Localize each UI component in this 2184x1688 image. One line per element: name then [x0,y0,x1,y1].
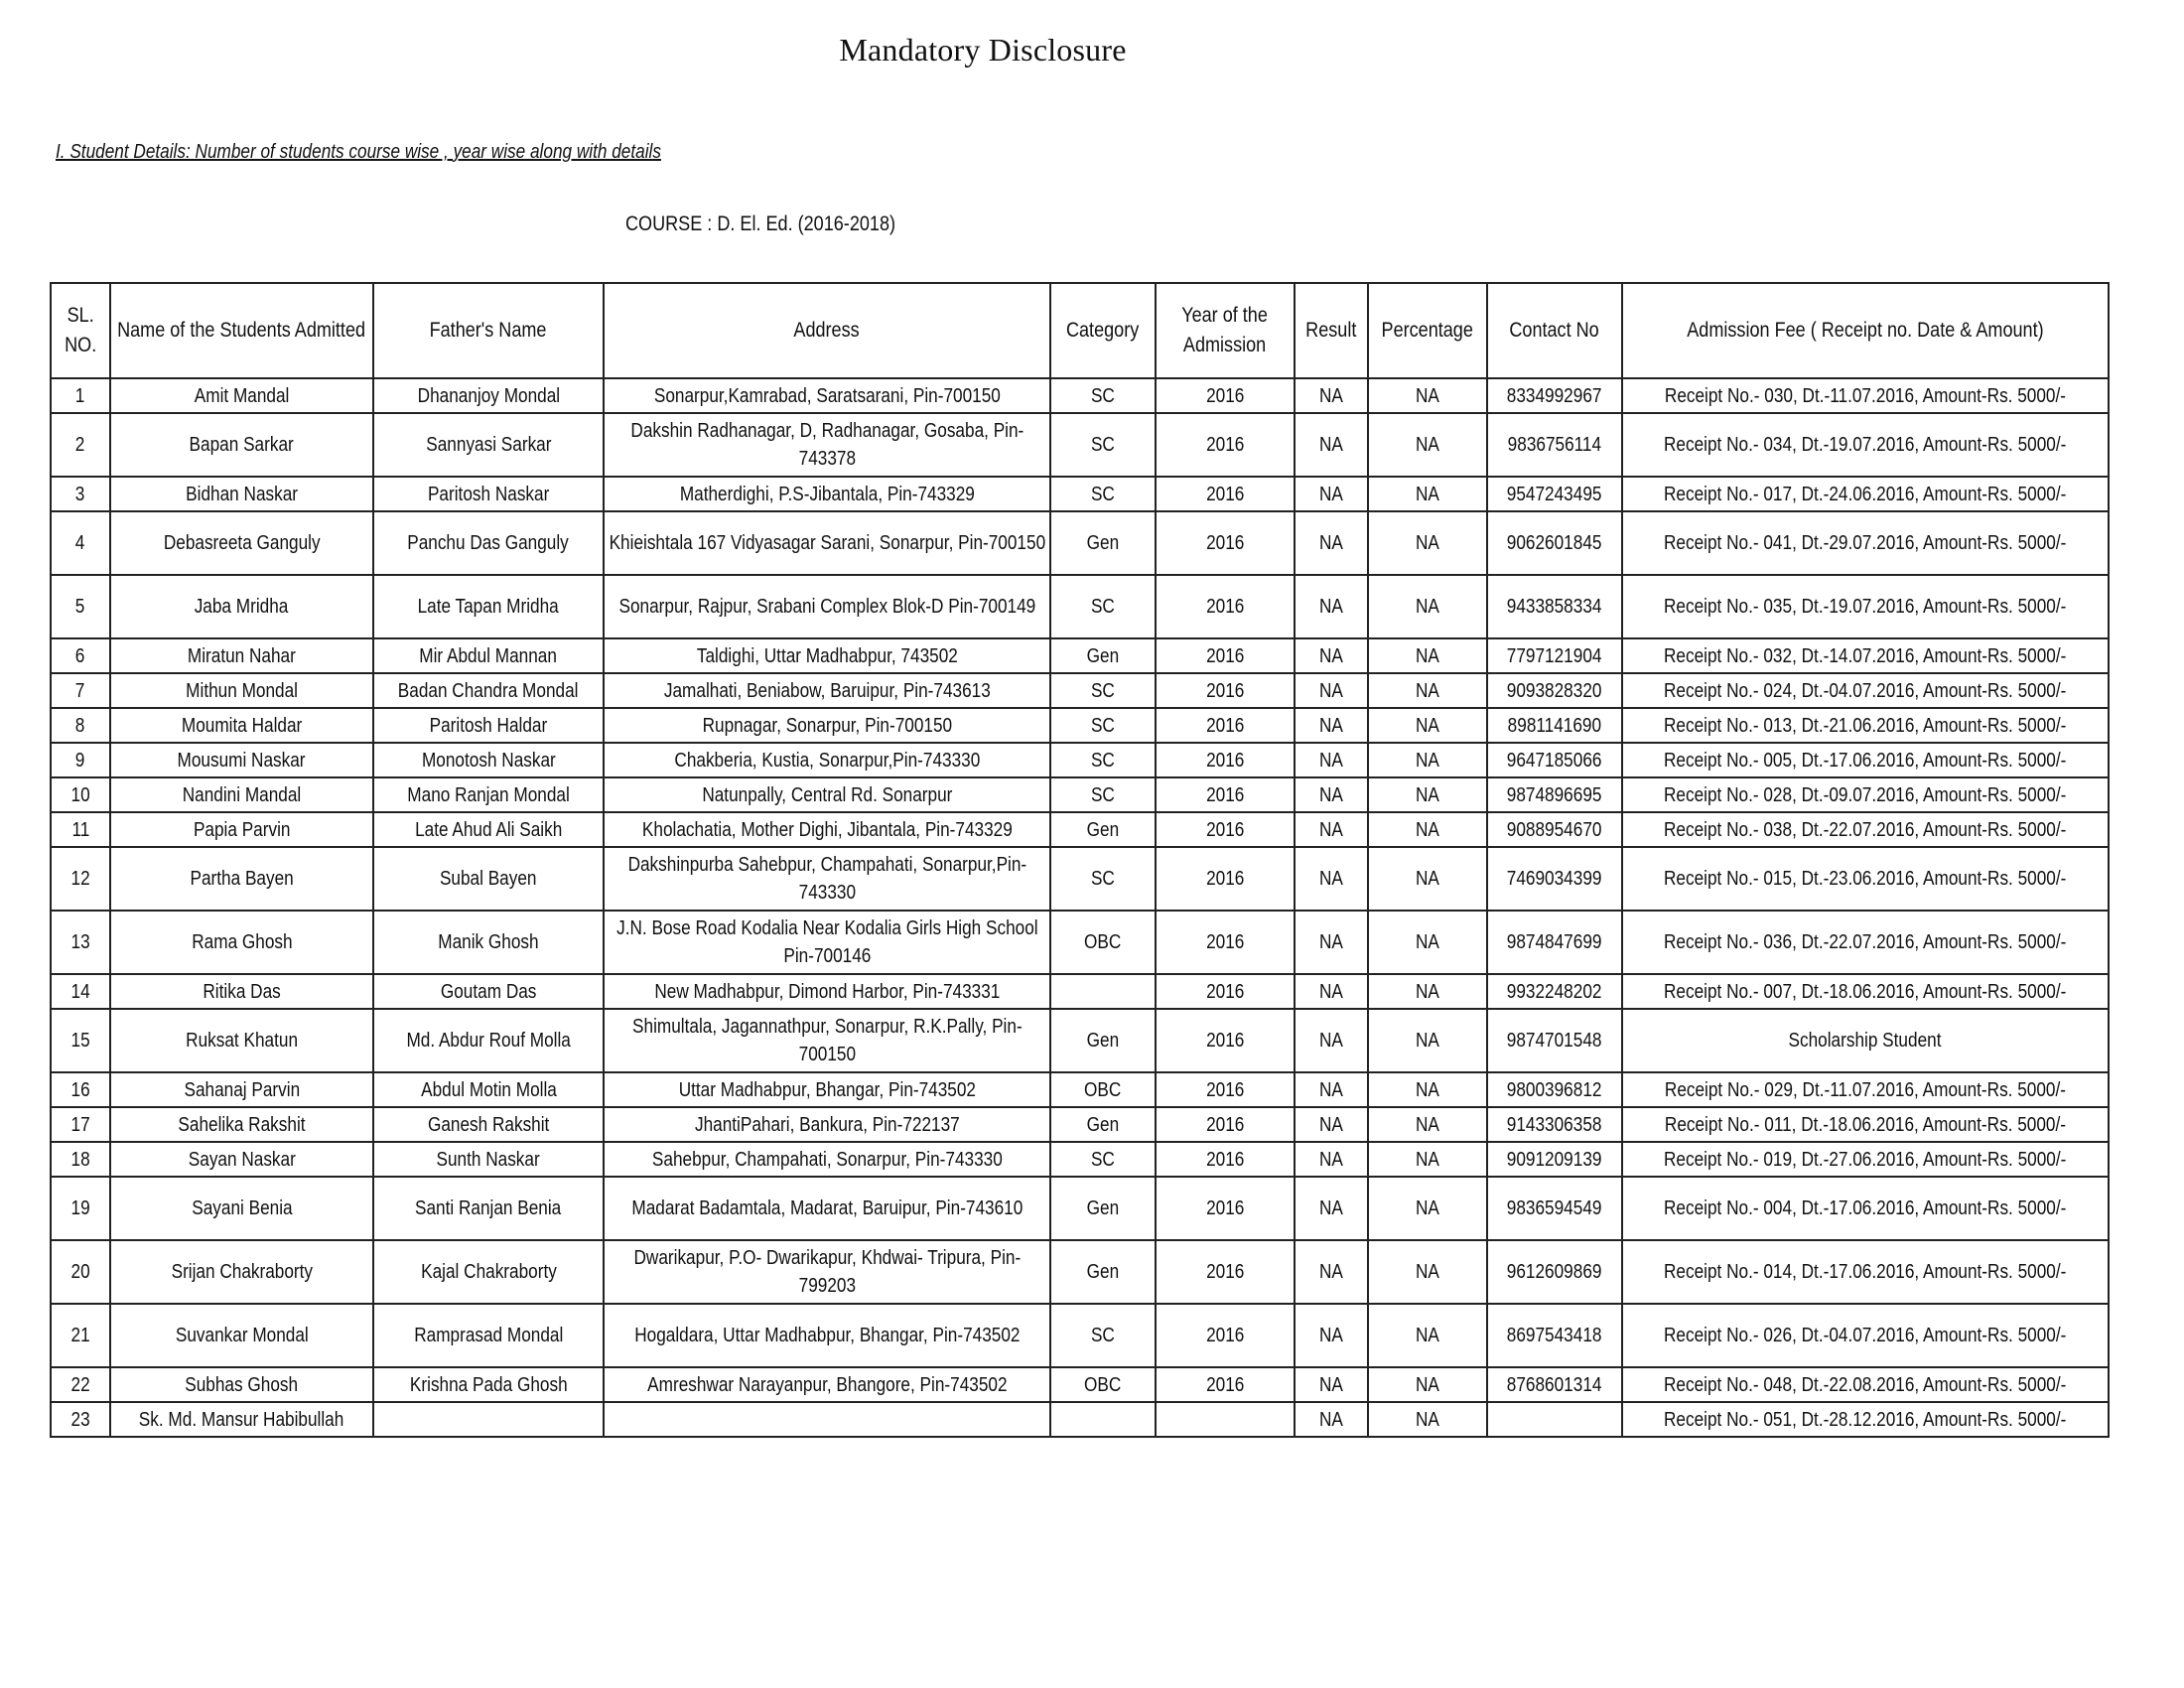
cell-admission-fee: Receipt No.- 004, Dt.-17.06.2016, Amount-Rs. 5000/- [1622,1177,2109,1240]
cell-student-name: Sayani Benia [110,1177,373,1240]
cell-year: 2016 [1156,1142,1295,1177]
cell-year [1156,1402,1295,1437]
table-row [51,1072,2109,1107]
cell-percentage: NA [1368,777,1487,812]
cell-result: NA [1295,1107,1368,1142]
cell-contact: 9800396812 [1487,1072,1622,1107]
cell-percentage: NA [1368,413,1487,477]
cell-year: 2016 [1156,1304,1295,1367]
cell-year: 2016 [1156,812,1295,847]
cell-admission-fee: Receipt No.- 035, Dt.-19.07.2016, Amount-Rs. 5000/- [1622,575,2109,638]
cell-father-name: Ramprasad Mondal [373,1304,604,1367]
cell-percentage: NA [1368,575,1487,638]
cell-contact: 9932248202 [1487,974,1622,1009]
cell-father-name: Late Ahud Ali Saikh [373,812,604,847]
cell-result: NA [1295,477,1368,511]
cell-contact: 9547243495 [1487,477,1622,511]
cell-sl-no: 10 [51,777,110,812]
header-address: Address [604,283,1050,378]
cell-contact: 9874847699 [1487,911,1622,974]
cell-sl-no: 13 [51,911,110,974]
cell-address: Hogaldara, Uttar Madhabpur, Bhangar, Pin-743502 [604,1304,1050,1367]
cell-admission-fee: Receipt No.- 026, Dt.-04.07.2016, Amount-Rs. 5000/- [1622,1304,2109,1367]
cell-contact: 9836594549 [1487,1177,1622,1240]
cell-admission-fee: Receipt No.- 014, Dt.-17.06.2016, Amount-Rs. 5000/- [1622,1240,2109,1304]
table-row [51,743,2109,777]
cell-result: NA [1295,1240,1368,1304]
cell-sl-no: 4 [51,511,110,575]
table-row [51,1009,2109,1072]
table-row [51,974,2109,1009]
cell-contact: 7469034399 [1487,847,1622,911]
cell-father-name: Monotosh Naskar [373,743,604,777]
cell-result: NA [1295,1304,1368,1367]
cell-father-name: Late Tapan Mridha [373,575,604,638]
section-heading: I. Student Details: Number of students course wise , year wise along with details [56,141,661,163]
cell-category: Gen [1050,1240,1156,1304]
cell-category: Gen [1050,812,1156,847]
cell-sl-no: 21 [51,1304,110,1367]
cell-category [1050,974,1156,1009]
cell-sl-no: 5 [51,575,110,638]
cell-father-name: Santi Ranjan Benia [373,1177,604,1240]
cell-admission-fee: Receipt No.- 041, Dt.-29.07.2016, Amount-Rs. 5000/- [1622,511,2109,575]
cell-percentage: NA [1368,1142,1487,1177]
cell-sl-no: 23 [51,1402,110,1437]
cell-admission-fee: Receipt No.- 017, Dt.-24.06.2016, Amount-Rs. 5000/- [1622,477,2109,511]
cell-result: NA [1295,1009,1368,1072]
table-row [51,1142,2109,1177]
cell-address: Dwarikapur, P.O- Dwarikapur, Khdwai- Tripura, Pin-799203 [604,1240,1050,1304]
cell-father-name: Paritosh Naskar [373,477,604,511]
header-father: Father's Name [373,283,604,378]
cell-category: SC [1050,777,1156,812]
cell-address: Rupnagar, Sonarpur, Pin-700150 [604,708,1050,743]
cell-category [1050,1402,1156,1437]
table-row [51,638,2109,673]
table-row [51,1177,2109,1240]
cell-address: JhantiPahari, Bankura, Pin-722137 [604,1107,1050,1142]
header-result: Result [1295,283,1368,378]
cell-address: Sonarpur, Rajpur, Srabani Complex Blok-D Pin-700149 [604,575,1050,638]
cell-percentage: NA [1368,378,1487,413]
cell-result: NA [1295,1142,1368,1177]
cell-year: 2016 [1156,974,1295,1009]
cell-category: OBC [1050,911,1156,974]
cell-year: 2016 [1156,477,1295,511]
cell-result: NA [1295,743,1368,777]
table-row [51,1367,2109,1402]
cell-address: Matherdighi, P.S-Jibantala, Pin-743329 [604,477,1050,511]
cell-address: Kholachatia, Mother Dighi, Jibantala, Pin-743329 [604,812,1050,847]
cell-sl-no: 19 [51,1177,110,1240]
cell-result: NA [1295,413,1368,477]
cell-address: J.N. Bose Road Kodalia Near Kodalia Girls High School Pin-700146 [604,911,1050,974]
cell-contact: 9143306358 [1487,1107,1622,1142]
cell-year: 2016 [1156,777,1295,812]
page-title: Mandatory Disclosure [839,32,1127,68]
cell-admission-fee: Receipt No.- 028, Dt.-09.07.2016, Amount-Rs. 5000/- [1622,777,2109,812]
cell-percentage: NA [1368,1107,1487,1142]
cell-student-name: Subhas Ghosh [110,1367,373,1402]
cell-student-name: Moumita Haldar [110,708,373,743]
cell-category: SC [1050,673,1156,708]
cell-sl-no: 1 [51,378,110,413]
cell-admission-fee: Receipt No.- 051, Dt.-28.12.2016, Amount-Rs. 5000/- [1622,1402,2109,1437]
cell-contact: 9062601845 [1487,511,1622,575]
cell-result: NA [1295,777,1368,812]
cell-category: SC [1050,847,1156,911]
cell-year: 2016 [1156,1240,1295,1304]
cell-student-name: Ritika Das [110,974,373,1009]
cell-contact: 9433858334 [1487,575,1622,638]
cell-student-name: Mousumi Naskar [110,743,373,777]
cell-category: Gen [1050,638,1156,673]
cell-admission-fee: Receipt No.- 034, Dt.-19.07.2016, Amount-Rs. 5000/- [1622,413,2109,477]
cell-address [604,1402,1050,1437]
cell-student-name: Sahelika Rakshit [110,1107,373,1142]
cell-year: 2016 [1156,575,1295,638]
cell-year: 2016 [1156,1107,1295,1142]
cell-year: 2016 [1156,847,1295,911]
cell-address: New Madhabpur, Dimond Harbor, Pin-743331 [604,974,1050,1009]
cell-percentage: NA [1368,1177,1487,1240]
cell-sl-no: 3 [51,477,110,511]
cell-percentage: NA [1368,511,1487,575]
cell-sl-no: 15 [51,1009,110,1072]
cell-student-name: Jaba Mridha [110,575,373,638]
cell-category: OBC [1050,1072,1156,1107]
cell-father-name: Paritosh Haldar [373,708,604,743]
cell-address: Uttar Madhabpur, Bhangar, Pin-743502 [604,1072,1050,1107]
cell-father-name: Sunth Naskar [373,1142,604,1177]
cell-category: SC [1050,575,1156,638]
cell-year: 2016 [1156,1072,1295,1107]
cell-address: Sonarpur,Kamrabad, Saratsarani, Pin-700150 [604,378,1050,413]
cell-sl-no: 12 [51,847,110,911]
cell-result: NA [1295,378,1368,413]
cell-student-name: Partha Bayen [110,847,373,911]
cell-result: NA [1295,911,1368,974]
cell-result: NA [1295,673,1368,708]
header-fee: Admission Fee ( Receipt no. Date & Amount) [1622,283,2109,378]
cell-percentage: NA [1368,638,1487,673]
cell-student-name: Bidhan Naskar [110,477,373,511]
cell-sl-no: 20 [51,1240,110,1304]
cell-result: NA [1295,847,1368,911]
cell-year: 2016 [1156,511,1295,575]
table-header-row [51,283,2109,378]
cell-father-name: Mir Abdul Mannan [373,638,604,673]
cell-percentage: NA [1368,847,1487,911]
cell-sl-no: 18 [51,1142,110,1177]
header-sl-no: SL. NO. [51,283,110,378]
cell-admission-fee: Receipt No.- 024, Dt.-04.07.2016, Amount-Rs. 5000/- [1622,673,2109,708]
cell-contact: 9612609869 [1487,1240,1622,1304]
cell-sl-no: 22 [51,1367,110,1402]
cell-contact: 9836756114 [1487,413,1622,477]
cell-result: NA [1295,812,1368,847]
header-year: Year of the Admission [1156,283,1295,378]
cell-category: OBC [1050,1367,1156,1402]
cell-father-name: Ganesh Rakshit [373,1107,604,1142]
cell-contact: 9647185066 [1487,743,1622,777]
cell-percentage: NA [1368,1304,1487,1367]
table-row [51,812,2109,847]
cell-result: NA [1295,1072,1368,1107]
cell-father-name: Dhananjoy Mondal [373,378,604,413]
cell-student-name: Sk. Md. Mansur Habibullah [110,1402,373,1437]
cell-percentage: NA [1368,1072,1487,1107]
cell-percentage: NA [1368,743,1487,777]
cell-address: Shimultala, Jagannathpur, Sonarpur, R.K.Pally, Pin-700150 [604,1009,1050,1072]
cell-father-name: Panchu Das Ganguly [373,511,604,575]
cell-address: Jamalhati, Beniabow, Baruipur, Pin-743613 [604,673,1050,708]
student-details-table [50,282,2110,1438]
table-row [51,477,2109,511]
cell-contact: 9874896695 [1487,777,1622,812]
cell-admission-fee: Receipt No.- 036, Dt.-22.07.2016, Amount-Rs. 5000/- [1622,911,2109,974]
cell-student-name: Nandini Mandal [110,777,373,812]
cell-category: Gen [1050,1107,1156,1142]
cell-sl-no: 8 [51,708,110,743]
cell-category: Gen [1050,1009,1156,1072]
cell-result: NA [1295,1367,1368,1402]
cell-admission-fee: Receipt No.- 005, Dt.-17.06.2016, Amount-Rs. 5000/- [1622,743,2109,777]
cell-contact: 8768601314 [1487,1367,1622,1402]
cell-admission-fee: Receipt No.- 030, Dt.-11.07.2016, Amount-Rs. 5000/- [1622,378,2109,413]
cell-result: NA [1295,974,1368,1009]
cell-result: NA [1295,575,1368,638]
cell-contact [1487,1402,1622,1437]
cell-contact: 8697543418 [1487,1304,1622,1367]
cell-father-name: Sannyasi Sarkar [373,413,604,477]
cell-year: 2016 [1156,1367,1295,1402]
cell-year: 2016 [1156,708,1295,743]
cell-student-name: Ruksat Khatun [110,1009,373,1072]
cell-result: NA [1295,1402,1368,1437]
table-row [51,511,2109,575]
cell-address: Dakshin Radhanagar, D, Radhanagar, Gosaba, Pin-743378 [604,413,1050,477]
table-row [51,847,2109,911]
header-name: Name of the Students Admitted [110,283,373,378]
cell-father-name: Krishna Pada Ghosh [373,1367,604,1402]
cell-sl-no: 11 [51,812,110,847]
cell-contact: 9091209139 [1487,1142,1622,1177]
cell-father-name: Mano Ranjan Mondal [373,777,604,812]
table-row [51,1240,2109,1304]
cell-student-name: Sahanaj Parvin [110,1072,373,1107]
table-row [51,708,2109,743]
cell-student-name: Mithun Mondal [110,673,373,708]
cell-father-name: Goutam Das [373,974,604,1009]
table-row [51,378,2109,413]
cell-address: Natunpally, Central Rd. Sonarpur [604,777,1050,812]
cell-result: NA [1295,708,1368,743]
cell-percentage: NA [1368,974,1487,1009]
header-contact: Contact No [1487,283,1622,378]
cell-father-name: Manik Ghosh [373,911,604,974]
cell-student-name: Miratun Nahar [110,638,373,673]
cell-year: 2016 [1156,673,1295,708]
cell-father-name: Badan Chandra Mondal [373,673,604,708]
cell-sl-no: 14 [51,974,110,1009]
cell-admission-fee: Receipt No.- 007, Dt.-18.06.2016, Amount-Rs. 5000/- [1622,974,2109,1009]
cell-category: SC [1050,477,1156,511]
cell-category: SC [1050,378,1156,413]
cell-father-name [373,1402,604,1437]
cell-student-name: Amit Mandal [110,378,373,413]
cell-sl-no: 9 [51,743,110,777]
cell-admission-fee: Receipt No.- 013, Dt.-21.06.2016, Amount-Rs. 5000/- [1622,708,2109,743]
cell-sl-no: 16 [51,1072,110,1107]
table-row [51,911,2109,974]
cell-father-name: Md. Abdur Rouf Molla [373,1009,604,1072]
cell-percentage: NA [1368,1240,1487,1304]
cell-result: NA [1295,1177,1368,1240]
cell-contact: 8334992967 [1487,378,1622,413]
cell-percentage: NA [1368,1402,1487,1437]
cell-percentage: NA [1368,812,1487,847]
cell-contact: 9088954670 [1487,812,1622,847]
cell-admission-fee: Receipt No.- 019, Dt.-27.06.2016, Amount-Rs. 5000/- [1622,1142,2109,1177]
cell-year: 2016 [1156,378,1295,413]
cell-admission-fee: Receipt No.- 032, Dt.-14.07.2016, Amount-Rs. 5000/- [1622,638,2109,673]
cell-admission-fee: Receipt No.- 038, Dt.-22.07.2016, Amount-Rs. 5000/- [1622,812,2109,847]
table-row [51,575,2109,638]
cell-percentage: NA [1368,1367,1487,1402]
cell-student-name: Debasreeta Ganguly [110,511,373,575]
header-percentage: Percentage [1368,283,1487,378]
cell-year: 2016 [1156,1009,1295,1072]
cell-category: SC [1050,1142,1156,1177]
cell-percentage: NA [1368,477,1487,511]
cell-student-name: Papia Parvin [110,812,373,847]
cell-student-name: Srijan Chakraborty [110,1240,373,1304]
cell-category: SC [1050,413,1156,477]
cell-address: Amreshwar Narayanpur, Bhangore, Pin-743502 [604,1367,1050,1402]
cell-year: 2016 [1156,413,1295,477]
course-label: COURSE : D. El. Ed. (2016-2018) [625,212,896,235]
cell-address: Taldighi, Uttar Madhabpur, 743502 [604,638,1050,673]
cell-sl-no: 7 [51,673,110,708]
cell-address: Chakberia, Kustia, Sonarpur,Pin-743330 [604,743,1050,777]
cell-sl-no: 17 [51,1107,110,1142]
cell-result: NA [1295,638,1368,673]
cell-sl-no: 6 [51,638,110,673]
cell-address: Madarat Badamtala, Madarat, Baruipur, Pin-743610 [604,1177,1050,1240]
cell-category: Gen [1050,1177,1156,1240]
cell-contact: 7797121904 [1487,638,1622,673]
cell-admission-fee: Receipt No.- 029, Dt.-11.07.2016, Amount-Rs. 5000/- [1622,1072,2109,1107]
table-row [51,673,2109,708]
cell-year: 2016 [1156,743,1295,777]
cell-category: Gen [1050,511,1156,575]
cell-student-name: Rama Ghosh [110,911,373,974]
table-row [51,1402,2109,1437]
cell-result: NA [1295,511,1368,575]
cell-contact: 8981141690 [1487,708,1622,743]
table-body [51,378,2109,1437]
cell-year: 2016 [1156,1177,1295,1240]
table-row [51,1107,2109,1142]
cell-admission-fee: Receipt No.- 011, Dt.-18.06.2016, Amount-Rs. 5000/- [1622,1107,2109,1142]
cell-father-name: Kajal Chakraborty [373,1240,604,1304]
cell-category: SC [1050,708,1156,743]
cell-admission-fee: Receipt No.- 048, Dt.-22.08.2016, Amount-Rs. 5000/- [1622,1367,2109,1402]
table-row [51,1304,2109,1367]
cell-admission-fee: Receipt No.- 015, Dt.-23.06.2016, Amount-Rs. 5000/- [1622,847,2109,911]
cell-father-name: Subal Bayen [373,847,604,911]
cell-student-name: Bapan Sarkar [110,413,373,477]
cell-contact: 9093828320 [1487,673,1622,708]
cell-category: SC [1050,1304,1156,1367]
cell-percentage: NA [1368,1009,1487,1072]
cell-admission-fee: Scholarship Student [1622,1009,2109,1072]
cell-student-name: Sayan Naskar [110,1142,373,1177]
cell-address: Sahebpur, Champahati, Sonarpur, Pin-743330 [604,1142,1050,1177]
header-category: Category [1050,283,1156,378]
cell-category: SC [1050,743,1156,777]
cell-percentage: NA [1368,708,1487,743]
cell-percentage: NA [1368,911,1487,974]
cell-student-name: Suvankar Mondal [110,1304,373,1367]
table-row [51,413,2109,477]
cell-address: Dakshinpurba Sahebpur, Champahati, Sonarpur,Pin-743330 [604,847,1050,911]
cell-year: 2016 [1156,911,1295,974]
cell-percentage: NA [1368,673,1487,708]
table-row [51,777,2109,812]
cell-father-name: Abdul Motin Molla [373,1072,604,1107]
cell-contact: 9874701548 [1487,1009,1622,1072]
cell-year: 2016 [1156,638,1295,673]
cell-sl-no: 2 [51,413,110,477]
cell-address: Khieishtala 167 Vidyasagar Sarani, Sonarpur, Pin-700150 [604,511,1050,575]
